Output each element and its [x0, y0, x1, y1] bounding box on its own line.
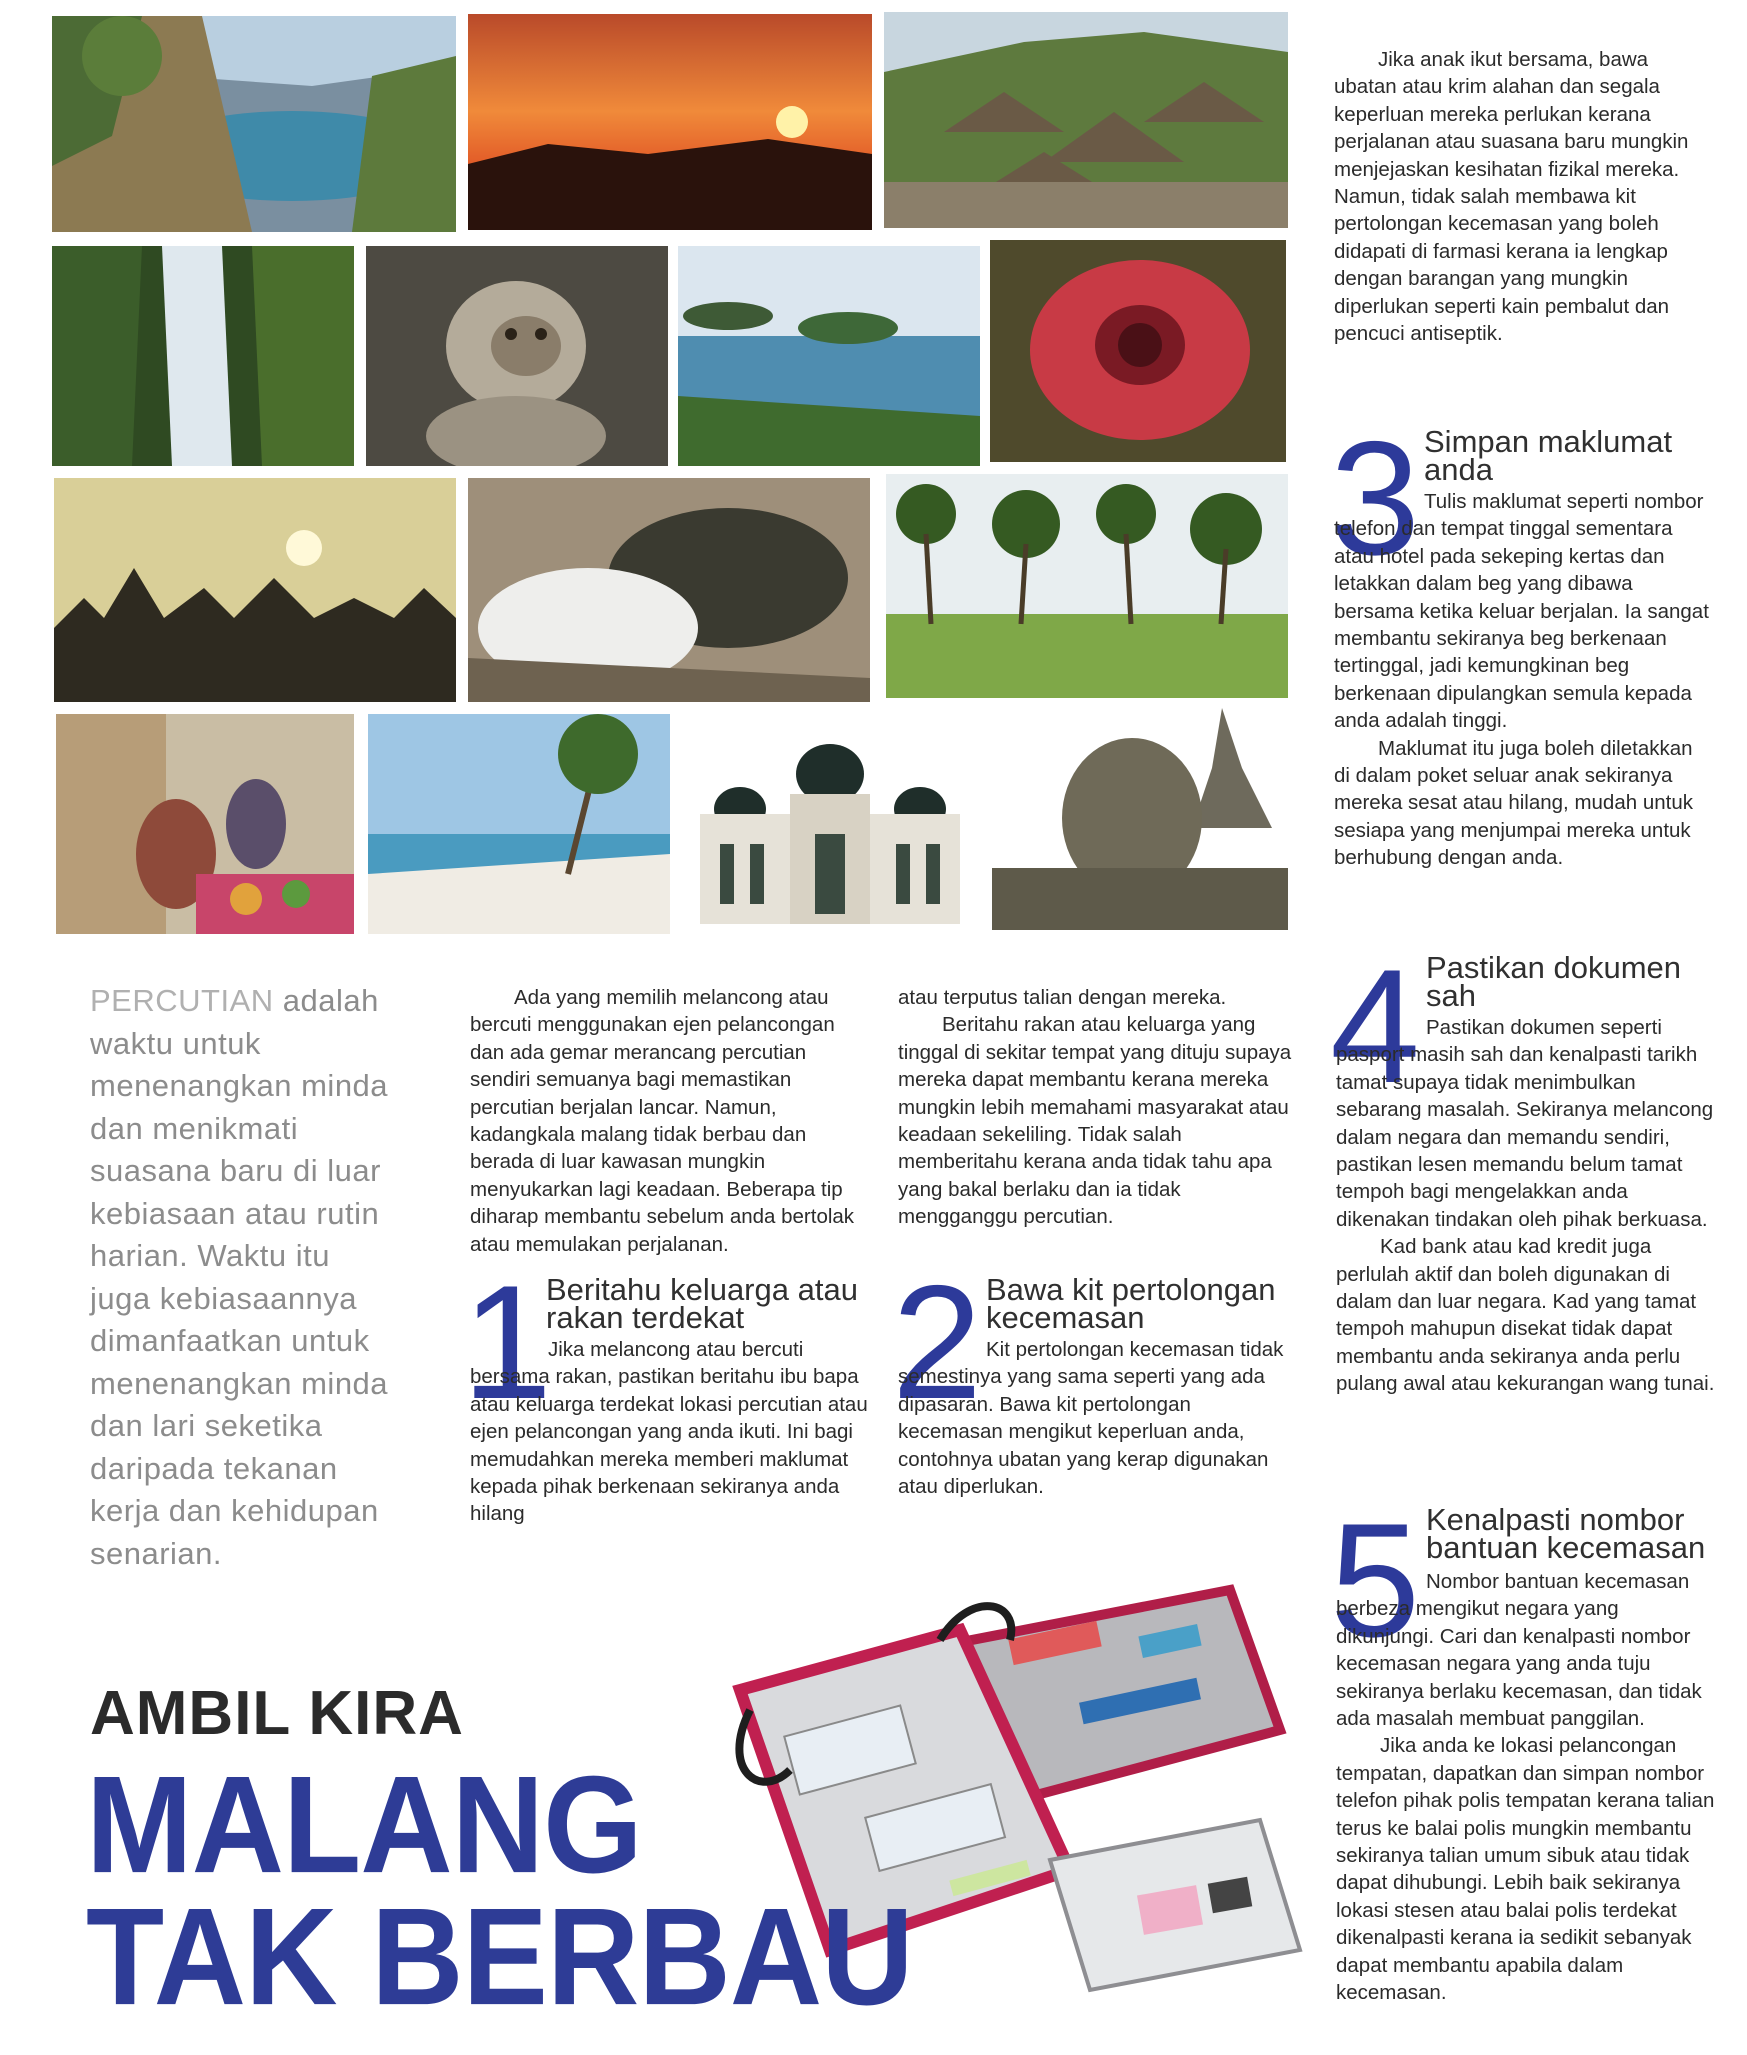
- tip-title-line: Beritahu keluarga atau: [546, 1272, 858, 1307]
- photo-temple-silhouette: [54, 478, 456, 702]
- paragraph: Jika anak ikut bersama, bawa ubatan atau krim alahan dan segala keperluan mereka perlukan kerana perjalanan atau suasana baru mungkin menjejaskan kesihatan fizikal mereka. Namun, tidak salah membawa kit pertolongan kecemasan yang boleh didapati di farmasi kerana ia lengkap dengan barangan yang mungkin diperlukan seperti kain pembalut dan pencuci antiseptik.: [1334, 48, 1689, 346]
- tip-3-title: [1424, 424, 1673, 487]
- intro-lead-word: PERCUTIAN: [90, 983, 274, 1018]
- tip-1-body: [470, 1336, 870, 1528]
- paragraph: Nombor bantuan kecemasan berbeza mengikut negara yang dikunjungi. Cari dan kenalpasti nombor kecemasan negara yang anda tuju sekiranya berlaku kecemasan, dan tidak ada masalah membuat panggilan.: [1336, 1570, 1702, 1731]
- tip-5-body: [1336, 1568, 1722, 2007]
- headline-line-1: MALANG: [86, 1747, 642, 1903]
- photo-market-vendors: [56, 714, 354, 934]
- tip-3-number: 3: [1330, 408, 1421, 589]
- paragraph: Maklumat itu juga boleh diletakkan di dalam poket seluar anak sekiranya mereka sesat atau hilang, mudah untuk sesiapa yang menjumpai mereka untuk berhubung dengan anda.: [1334, 736, 1693, 870]
- paragraph: Jika anda ke lokasi pelancongan tempatan, dapatkan dan simpan nombor telefon pihak polis tempatan kerana talian terus ke balai polis mungkin membantu sekiranya talian umum sibuk atau tidak dapat dihubungi. Lebih baik sekiranya lokasi stesen atau balai polis terdekat dikenalpasti kerana ia sedikit sebanyak dapat membantu apabila dalam kecemasan.: [1336, 1734, 1715, 2005]
- headline-kicker: AMBIL KIRA: [90, 1679, 464, 1748]
- tip-title-line: bantuan kecemasan: [1426, 1530, 1706, 1565]
- tip-title-line: sah: [1426, 978, 1476, 1013]
- photo-palm-field: [886, 474, 1288, 698]
- paragraph: Ada yang memilih melancong atau bercuti menggunakan ejen pelancongan dan ada gemar merancang percutian sendiri semuanya bagi memastikan percutian berjalan lancar. Namun, kadangkala malang tidak berbau dan berada di luar kawasan mungkin menyukarkan lagi keadaan. Beberapa tip diharap membantu sebelum anda bertolak atau memulakan perjalanan.: [470, 986, 855, 1256]
- paragraph: Tulis maklumat seperti nombor telefon dan tempat tinggal sementara atau hotel pada sekeping kertas dan letakkan dalam beg yang dibawa bersama ketika keluar berjalan. Ia sangat membantu sekiranya beg berkenaan tertinggal, jadi kemungkinan beg berkenaan dipulangkan semula kepada anda adalah tinggi.: [1334, 490, 1709, 733]
- paragraph: Beritahu rakan atau keluarga yang tinggal di sekitar tempat yang dituju supaya mereka dapat membantu kerana mereka mungkin lebih memahami masyarakat atau keadaan sekeliling. Tidak salah memberitahu kerana anda tidak tahu apa yang bakal berlaku dan ia tidak mengganggu percutian.: [898, 1013, 1292, 1229]
- tip-4-number: 4: [1330, 936, 1421, 1117]
- tip-2-body: [898, 1336, 1288, 1500]
- column-2-intro: [898, 984, 1298, 1231]
- photo-rafflesia: [990, 240, 1286, 462]
- tip-5-number: 5: [1330, 1490, 1421, 1671]
- photo-sunset: [468, 14, 872, 230]
- photo-volcano-crater: [468, 478, 870, 702]
- tip-title-line: Kenalpasti nombor: [1426, 1502, 1685, 1537]
- tip-1-title: [546, 1272, 858, 1335]
- paragraph: Kad bank atau kad kredit juga perlulah aktif dan boleh digunakan di dalam dan luar negara. Kad yang tamat tempoh mahupun disekat tidak dapat membantu anda sekiranya anda perlu pulang awal atau kekurangan wang tunai.: [1336, 1235, 1715, 1396]
- tip-4-title: [1426, 950, 1682, 1013]
- tip-title-line: Pastikan dokumen: [1426, 950, 1682, 985]
- tip-2-number: 2: [892, 1252, 983, 1433]
- tip-3-body: [1334, 488, 1714, 872]
- tip-title-line: anda: [1424, 452, 1493, 487]
- tip-title-line: Bawa kit pertolongan: [986, 1272, 1276, 1307]
- photo-islands-bay: [678, 246, 980, 466]
- photo-beach-palm: [368, 714, 670, 934]
- tip-5-title: [1426, 1502, 1706, 1565]
- paragraph: Jika melancong atau bercuti bersama rakan, pastikan beritahu ibu bapa atau keluarga terdekat lokasi percutian atau ejen pelancongan yang anda ikuti. Ini bagi memudahkan mereka memberi maklumat kepada pihak berkenaan sekiranya anda hilang: [470, 1338, 868, 1526]
- photo-waterfall: [52, 246, 354, 466]
- intro-text: adalah waktu untuk menenangkan minda dan menikmati suasana baru di luar kebiasaan atau rutin harian. Waktu itu juga kebiasaannya dimanfaatkan untuk menenangkan minda dan lari seketika daripada tekanan kerja dan kehidupan senarian.: [90, 983, 389, 1571]
- paragraph: atau terputus talian dengan mereka.: [898, 986, 1227, 1009]
- tip-2-title: [986, 1272, 1276, 1335]
- tip-4-body: [1336, 1014, 1716, 1398]
- tip-title-line: rakan terdekat: [546, 1300, 745, 1335]
- tip-title-line: Simpan maklumat: [1424, 424, 1673, 459]
- photo-buddha-stupa: [992, 708, 1288, 930]
- headline-line-2: TAK BERBAU: [86, 1879, 913, 2035]
- tip-1-number: 1: [462, 1252, 553, 1433]
- column-right-intro: [1334, 46, 1704, 347]
- photo-grand-mosque: [680, 714, 980, 934]
- photo-lake-hillside: [52, 16, 456, 232]
- photo-monkey: [366, 246, 668, 466]
- paragraph: Kit pertolongan kecemasan tidak semestinya yang sama seperti yang ada dipasaran. Bawa kit pertolongan kecemasan mengikut keperluan anda, contohnya ubatan yang kerap digunakan atau diperlukan.: [898, 1338, 1284, 1499]
- tip-title-line: kecemasan: [986, 1300, 1145, 1335]
- intro-blurb: [90, 980, 390, 1575]
- paragraph: Pastikan dokumen seperti pasport masih sah dan kenalpasti tarikh tamat supaya tidak menimbulkan sebarang masalah. Sekiranya melancong dalam negara dan memandu sendiri, pastikan lesen memandu belum tamat tempoh bagi mengelakkan anda dikenakan tindakan oleh pihak berkuasa.: [1336, 1016, 1714, 1231]
- column-1-intro: [470, 984, 870, 1258]
- photo-village-roofs: [884, 12, 1288, 228]
